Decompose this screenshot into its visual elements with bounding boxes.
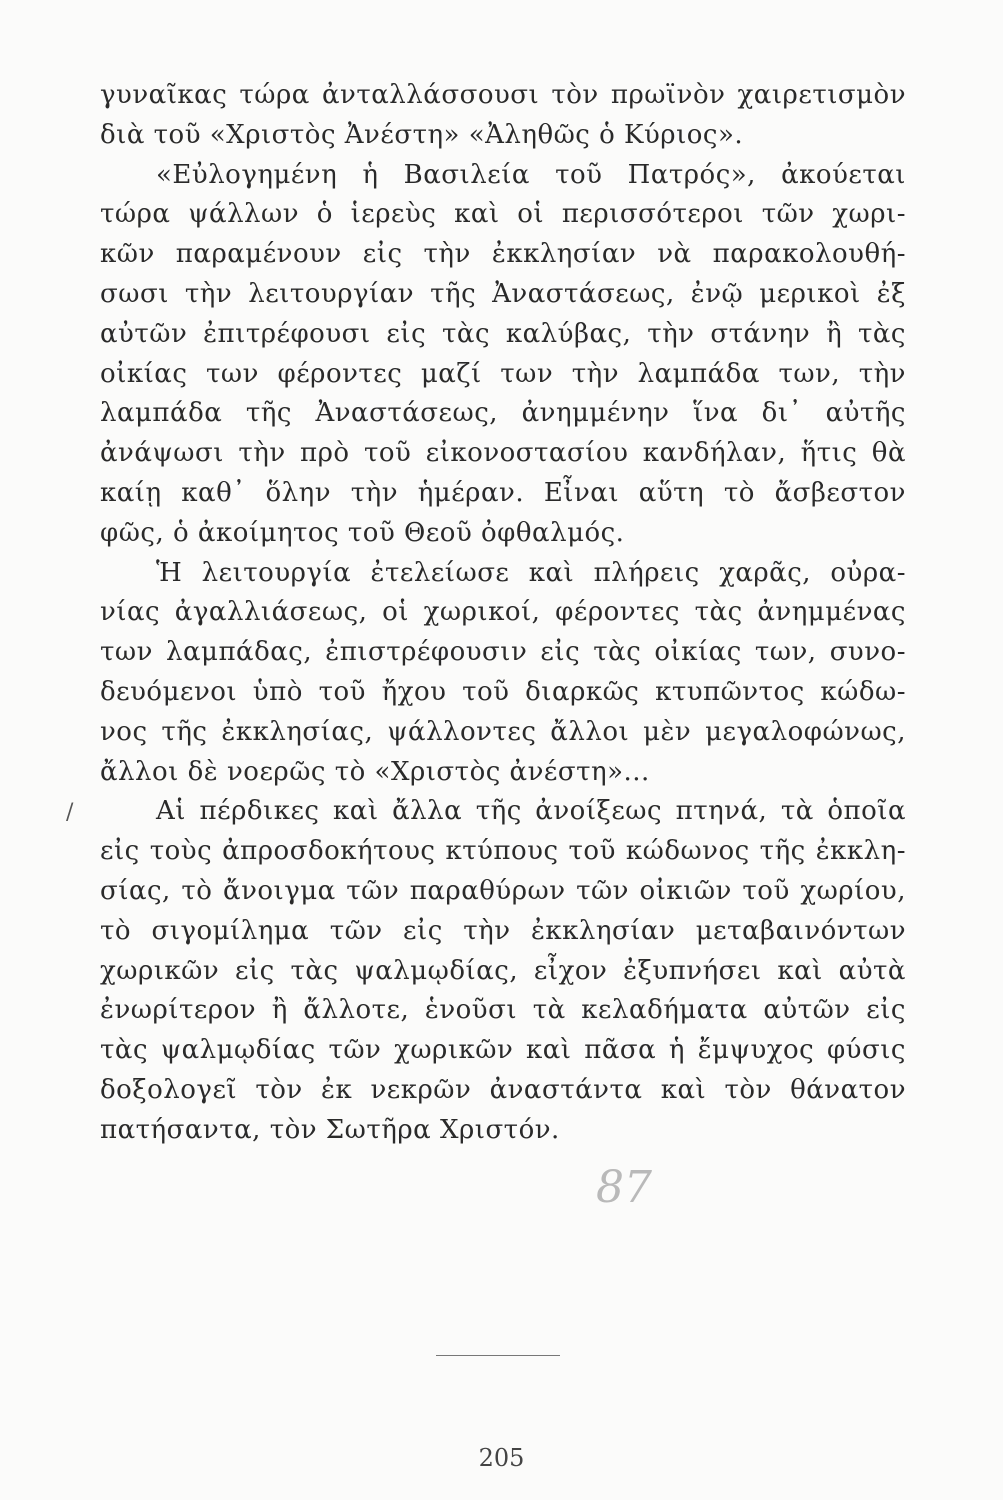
text-line: καίῃ καθ᾽ ὅλην τὴν ἡμέραν. Εἶναι αὕτη τὸ ἄσβεστον <box>100 477 906 508</box>
text-line: τὰς ψαλμῳδίας τῶν χωρικῶν καὶ πᾶσα ἡ ἔμψυχος φύσις <box>100 1035 906 1066</box>
page-number: 205 <box>478 1444 525 1472</box>
text-line: τώρα ψάλλων ὁ ἱερεὺς καὶ οἱ περισσότεροι τῶν χωρι- <box>100 199 906 230</box>
text-line: «Εὐλογημένη ἡ Βασιλεία τοῦ Πατρός», ἀκούεται <box>156 159 906 190</box>
margin-pencil-mark: / <box>66 800 74 825</box>
text-line: νος τῆς ἐκκλησίας, ψάλλοντες ἄλλοι μὲν μεγαλοφώνως, <box>100 716 906 747</box>
text-line: οἰκίας των φέροντες μαζί των τὴν λαμπάδα των, τὴν <box>100 358 906 389</box>
text-line: εἰς τοὺς ἀπροσδοκήτους κτύπους τοῦ κώδωνος τῆς ἐκκλη- <box>100 836 906 867</box>
text-line: ἐνωρίτερον ἢ ἄλλοτε, ἑνοῦσι τὰ κελαδήματα αὐτῶν εἰς <box>100 995 906 1026</box>
text-line: δοξολογεῖ τὸν ἐκ νεκρῶν ἀναστάντα καὶ τὸν θάνατον <box>100 1074 906 1105</box>
text-line: γυναῖκας τώρα ἀνταλλάσσουσι τὸν πρωϊνὸν χαιρετισμὸν <box>100 80 906 110</box>
text-line: Ἡ λειτουργία ἐτελείωσε καὶ πλήρεις χαρᾶς, οὐρα- <box>156 557 906 588</box>
footer-divider <box>436 1355 560 1356</box>
text-line: των λαμπάδας, ἐπιστρέφουσιν εἰς τὰς οἰκίας των, συνο- <box>100 637 906 668</box>
text-line: Αἱ πέρδικες καὶ ἄλλα τῆς ἀνοίξεως πτηνά, τὰ ὁποῖα <box>156 796 906 827</box>
text-line: τὸ σιγομίλημα τῶν εἰς τὴν ἐκκλησίαν μεταβαινόντων <box>100 915 906 946</box>
text-line: αὐτῶν ἐπιτρέφουσι εἰς τὰς καλύβας, τὴν στάνην ἢ τὰς <box>100 318 906 349</box>
text-line: σωσι τὴν λειτουργίαν τῆς Ἀναστάσεως, ἐνῷ μερικοὶ ἐξ <box>100 278 906 309</box>
text-line: ἄλλοι δὲ νοερῶς τὸ «Χριστὸς ἀνέστη»... <box>100 756 650 787</box>
handwritten-pencil-note: 87 <box>596 1162 652 1213</box>
text-line: λαμπάδα τῆς Ἀναστάσεως, ἀνημμένην ἵνα δι᾽ αὐτῆς <box>100 398 906 429</box>
text-line: ἀνάψωσι τὴν πρὸ τοῦ εἰκονοστασίου κανδήλαν, ἥτις θὰ <box>100 438 906 469</box>
text-line: φῶς, ὁ ἀκοίμητος τοῦ Θεοῦ ὀφθαλμός. <box>100 517 625 548</box>
text-line: πατήσαντα, τὸν Σωτῆρα Χριστόν. <box>100 1114 560 1145</box>
body-text <box>100 76 906 1151</box>
text-line: διὰ τοῦ «Χριστὸς Ἀνέστη» «Ἀληθῶς ὁ Κύριος». <box>100 119 744 150</box>
text-line: νίας ἀγαλλιάσεως, οἱ χωρικοί, φέροντες τὰς ἀνημμένας <box>100 597 906 628</box>
text-line: σίας, τὸ ἄνοιγμα τῶν παραθύρων τῶν οἰκιῶν τοῦ χωρίου, <box>100 875 906 906</box>
text-line: κῶν παραμένουν εἰς τὴν ἐκκλησίαν νὰ παρακολουθή- <box>100 239 906 270</box>
text-line: χωρικῶν εἰς τὰς ψαλμῳδίας, εἶχον ἐξυπνήσει καὶ αὐτὰ <box>100 955 906 986</box>
text-line: δευόμενοι ὑπὸ τοῦ ἤχου τοῦ διαρκῶς κτυπῶντος κώδω- <box>100 676 906 707</box>
